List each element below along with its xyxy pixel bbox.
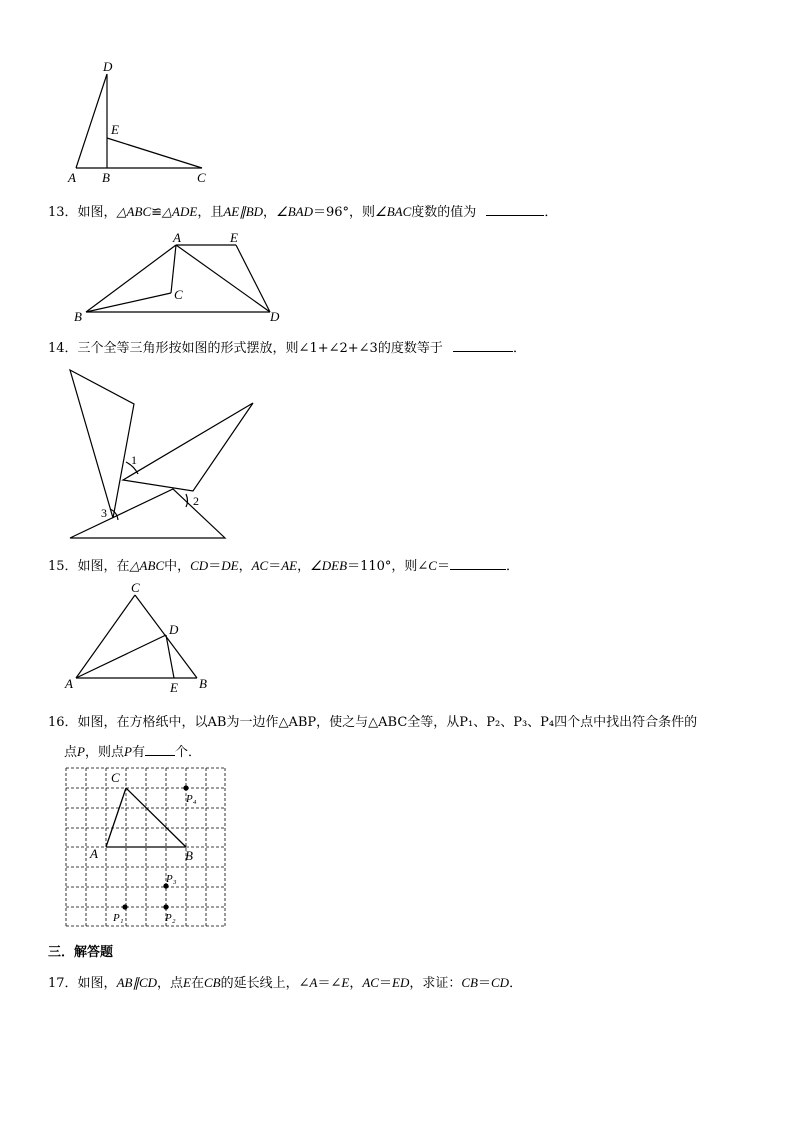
text: ， [238, 559, 252, 574]
question-14 [48, 337, 526, 356]
answer-blank[interactable] [145, 743, 175, 756]
text: ＝110°，则∠ [347, 559, 429, 574]
label-c: C [197, 170, 206, 185]
label-b: B [199, 676, 207, 691]
question-number: 13． [48, 205, 78, 220]
text: ＝96°，则 [313, 205, 376, 220]
angle-label-3: 3 [101, 506, 107, 520]
math: A [309, 975, 318, 990]
label-a: A [173, 230, 181, 245]
math: AB∥CD [116, 975, 158, 990]
text: 的延长线上，∠ [220, 976, 310, 991]
math: △ADE [162, 204, 198, 219]
text: ＝ [378, 976, 392, 991]
label-c: C [131, 580, 140, 595]
answer-blank[interactable] [450, 557, 506, 570]
label-p4: P₄ [186, 793, 197, 805]
question-17 [48, 972, 522, 991]
math: ED [392, 975, 410, 990]
segment-ca [171, 245, 176, 293]
label-p3: P₃ [166, 873, 177, 885]
point-p1 [122, 904, 127, 909]
label-e: E [230, 230, 238, 245]
math: ∠DEB [310, 558, 348, 573]
label-a: A [90, 846, 98, 861]
math: AE∥BD [223, 204, 264, 219]
text: ，则点 [84, 745, 124, 760]
segment-ad [176, 245, 270, 312]
math: CB [204, 975, 221, 990]
triangle-right [123, 403, 253, 491]
math: DE [221, 558, 239, 573]
label-b: B [185, 848, 193, 863]
figure-q15 [0, 578, 794, 698]
segment-ed [236, 245, 270, 312]
math: P [123, 744, 132, 759]
math: E [183, 975, 191, 990]
segment-ad [76, 74, 107, 168]
label-d: D [103, 59, 113, 74]
text: ＝ [436, 559, 450, 574]
text: 点 [64, 745, 78, 760]
math: △ABC [116, 204, 152, 219]
math: E [341, 975, 350, 990]
text: ， [263, 205, 277, 220]
text: 中， [164, 559, 191, 574]
text: ，且 [197, 205, 224, 220]
segment-ad [76, 635, 166, 678]
text: ＝ [477, 976, 491, 991]
text: 如图， [77, 976, 117, 991]
figure-q16-grid [0, 760, 794, 930]
figure-q12 [0, 0, 794, 190]
math: CB [461, 975, 478, 990]
label-b: B [74, 309, 82, 324]
segment-cb [126, 788, 186, 847]
text: 在 [190, 976, 204, 991]
answer-blank[interactable] [486, 203, 544, 216]
text: 如图，在 [77, 559, 130, 574]
text: ，求证： [409, 976, 462, 991]
text: ． [544, 205, 558, 220]
text: 个． [174, 745, 201, 760]
angle-2-arc [186, 494, 188, 507]
label-d: D [169, 622, 179, 637]
label-a: A [65, 676, 73, 691]
math: △ABC [129, 558, 165, 573]
text: ＝ [268, 559, 282, 574]
math: AC [251, 558, 269, 573]
label-c: C [111, 770, 120, 785]
text: 度数的值为 [411, 205, 477, 220]
question-16-line1 [48, 711, 697, 730]
text: ，点 [157, 976, 184, 991]
angle-label-2: 2 [193, 494, 199, 508]
text: 如图， [77, 205, 117, 220]
text: ． [505, 559, 519, 574]
point-p4 [183, 785, 188, 790]
label-e: E [170, 680, 178, 695]
question-number: 15． [48, 559, 78, 574]
text: ， [297, 559, 311, 574]
math: AC [362, 975, 379, 990]
text: ． [512, 341, 526, 356]
label-p1: P₁ [113, 912, 124, 924]
label-e: E [111, 122, 119, 137]
text: ． [509, 976, 523, 991]
triangle-left [70, 370, 134, 518]
question-13 [48, 201, 557, 220]
section-heading: 三．解答题 [48, 945, 114, 960]
question-text: 三个全等三角形按如图的形式摆放，则∠1+∠2+∠3的度数等于 [77, 341, 443, 356]
question-number: 16． [48, 715, 78, 730]
text: ＝ [208, 559, 222, 574]
math: CD [491, 975, 510, 990]
answer-blank[interactable] [453, 339, 513, 352]
triangle-bottom [70, 489, 225, 538]
figure-q13 [0, 225, 794, 325]
math: ∠BAD [276, 204, 313, 219]
math: ∠BAC [375, 204, 412, 219]
label-p2: P₂ [165, 912, 176, 924]
text: ＝∠ [317, 976, 342, 991]
math: CD [190, 558, 209, 573]
text: ， [349, 976, 363, 991]
math: C [428, 558, 437, 573]
question-15 [48, 555, 519, 574]
text: 有 [131, 745, 145, 760]
angle-label-1: 1 [131, 453, 137, 467]
segment-ec [107, 138, 202, 168]
point-p2 [163, 904, 168, 909]
label-b: B [102, 170, 110, 185]
question-number: 14． [48, 341, 78, 356]
label-c: C [174, 287, 183, 302]
label-a: A [68, 170, 76, 185]
math: P [77, 744, 85, 759]
label-d: D [270, 309, 280, 324]
question-number: 17． [48, 976, 78, 991]
question-16-line2 [64, 741, 201, 760]
question-text: 如图，在方格纸中，以AB为一边作△ABP，使之与△ABC全等，从P₁、P₂、P₃、P₄四个点中找出符合条件的 [77, 715, 698, 730]
segment-ac [106, 788, 126, 847]
text: ≌ [151, 205, 163, 220]
math: AE [281, 558, 298, 573]
segment-ac [76, 595, 135, 678]
figure-q14 [0, 360, 794, 550]
